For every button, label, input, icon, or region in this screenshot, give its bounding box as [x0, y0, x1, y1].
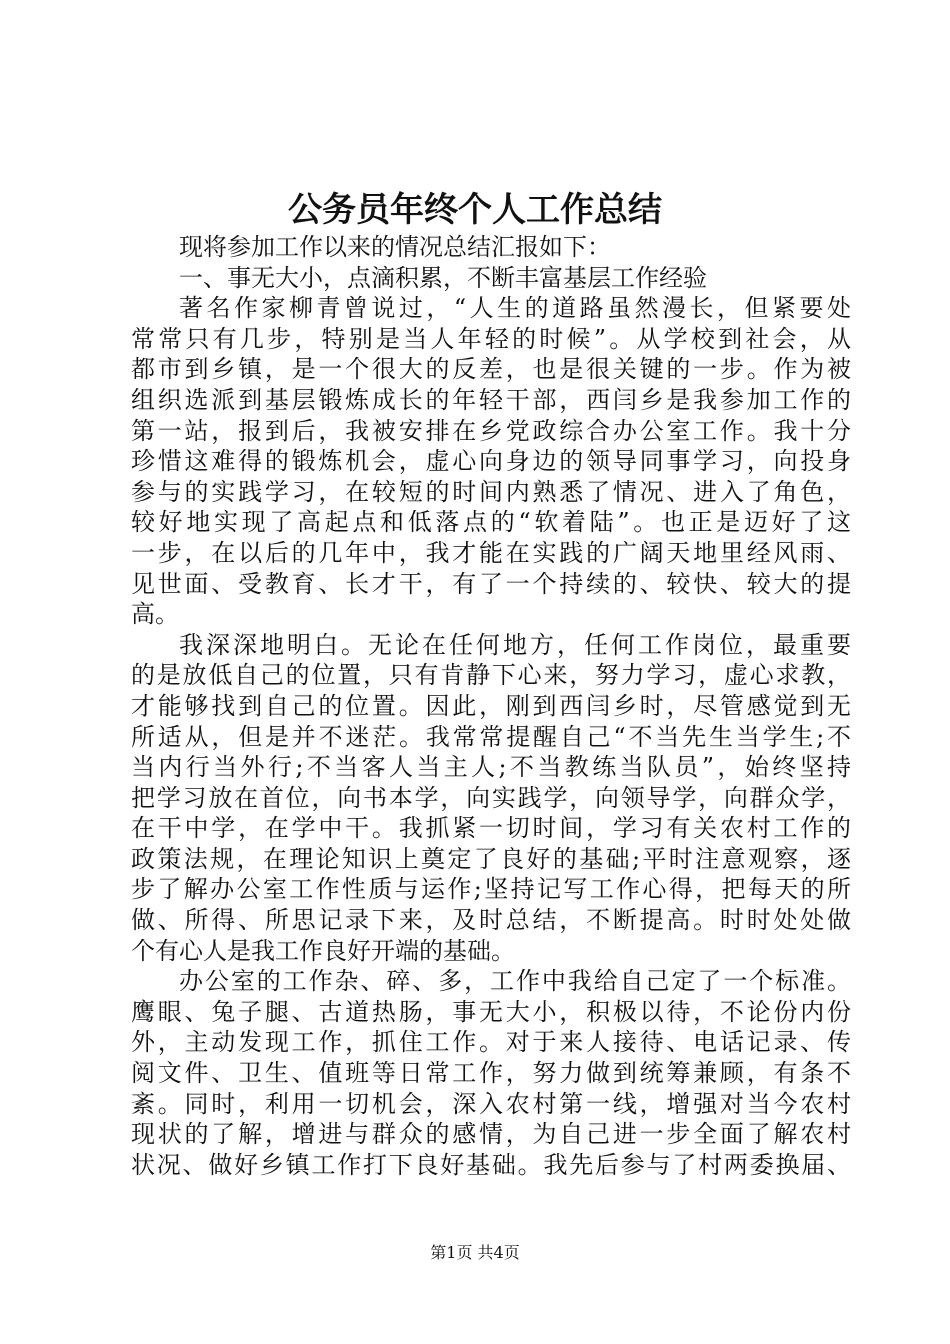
text-line: 的是放低自己的位置，只有肯静下心来，努力学习，虚心求教，: [131, 661, 851, 690]
text-line: 一步，在以后的几年中，我才能在实践的广阔天地里经风雨、: [131, 538, 851, 567]
text-line: 做、所得、所思记录下来，及时总结，不断提高。时时处处做: [131, 906, 851, 935]
text-line: 较好地实现了高起点和低落点的“软着陆”。也正是迈好了这: [131, 508, 851, 537]
text-line: 我深深地明白。无论在任何地方，任何工作岗位，最重要: [179, 630, 851, 659]
text-line: 政策法规，在理论知识上奠定了良好的基础;平时注意观察，逐: [131, 844, 851, 873]
text-line: 紊。同时，利用一切机会，深入农村第一线，增强对当今农村: [131, 1089, 851, 1118]
text-line: 参与的实践学习，在较短的时间内熟悉了情况、进入了角色，: [131, 477, 851, 506]
text-line: 步了解办公室工作性质与运作;坚持记写工作心得，把每天的所: [131, 875, 851, 904]
text-line: 个有心人是我工作良好开端的基础。: [131, 936, 515, 965]
text-line: 在干中学，在学中干。我抓紧一切时间，学习有关农村工作的: [131, 814, 851, 843]
text-line: 才能够找到自己的位置。因此，刚到西闫乡时，尽管感觉到无: [131, 691, 851, 720]
text-line: 所适从，但是并不迷茫。我常常提醒自己“不当先生当学生;不: [131, 722, 851, 751]
text-line: 高。: [131, 600, 179, 629]
text-line: 办公室的工作杂、碎、多，工作中我给自己定了一个标准。: [179, 967, 851, 996]
text-line: 把学习放在首位，向书本学，向实践学，向领导学，向群众学，: [131, 783, 851, 812]
text-line: 现状的了解，增进与群众的感情，为自己进一步全面了解农村: [131, 1120, 851, 1149]
text-line: 外，主动发现工作，抓住工作。对于来人接待、电话记录、传: [131, 1028, 851, 1057]
text-line: 组织选派到基层锻炼成长的年轻干部，西闫乡是我参加工作的: [131, 385, 851, 414]
text-line: 当内行当外行;不当客人当主人;不当教练当队员”，始终坚持: [131, 753, 851, 782]
text-line: 阅文件、卫生、值班等日常工作，努力做到统筹兼顾，有条不: [131, 1059, 851, 1088]
text-line: 鹰眼、兔子腿、古道热肠，事无大小，积极以待，不论份内份: [131, 997, 851, 1026]
text-line: 著名作家柳青曾说过，“人生的道路虽然漫长，但紧要处: [179, 294, 851, 323]
text-line: 珍惜这难得的锻炼机会，虚心向身边的领导同事学习，向投身: [131, 447, 851, 476]
document-title: 公务员年终个人工作总结: [288, 190, 662, 230]
text-line: 常常只有几步，特别是当人年轻的时候”。从学校到社会，从: [131, 324, 851, 353]
text-line: 第一站，报到后，我被安排在乡党政综合办公室工作。我十分: [131, 416, 851, 445]
text-line: 状况、做好乡镇工作打下良好基础。我先后参与了村两委换届、: [131, 1150, 851, 1179]
page-footer: 第1页 共4页: [430, 1243, 520, 1262]
text-line: 现将参加工作以来的情况总结汇报如下：: [179, 233, 611, 261]
text-line: 见世面、受教育、长才干，有了一个持续的、较快、较大的提: [131, 569, 851, 598]
document-body: [131, 232, 851, 1180]
text-line: 都市到乡镇，是一个很大的反差，也是很关键的一步。作为被: [131, 355, 851, 384]
text-line: 一、事无大小，点滴积累，不断丰富基层工作经验: [179, 263, 707, 292]
